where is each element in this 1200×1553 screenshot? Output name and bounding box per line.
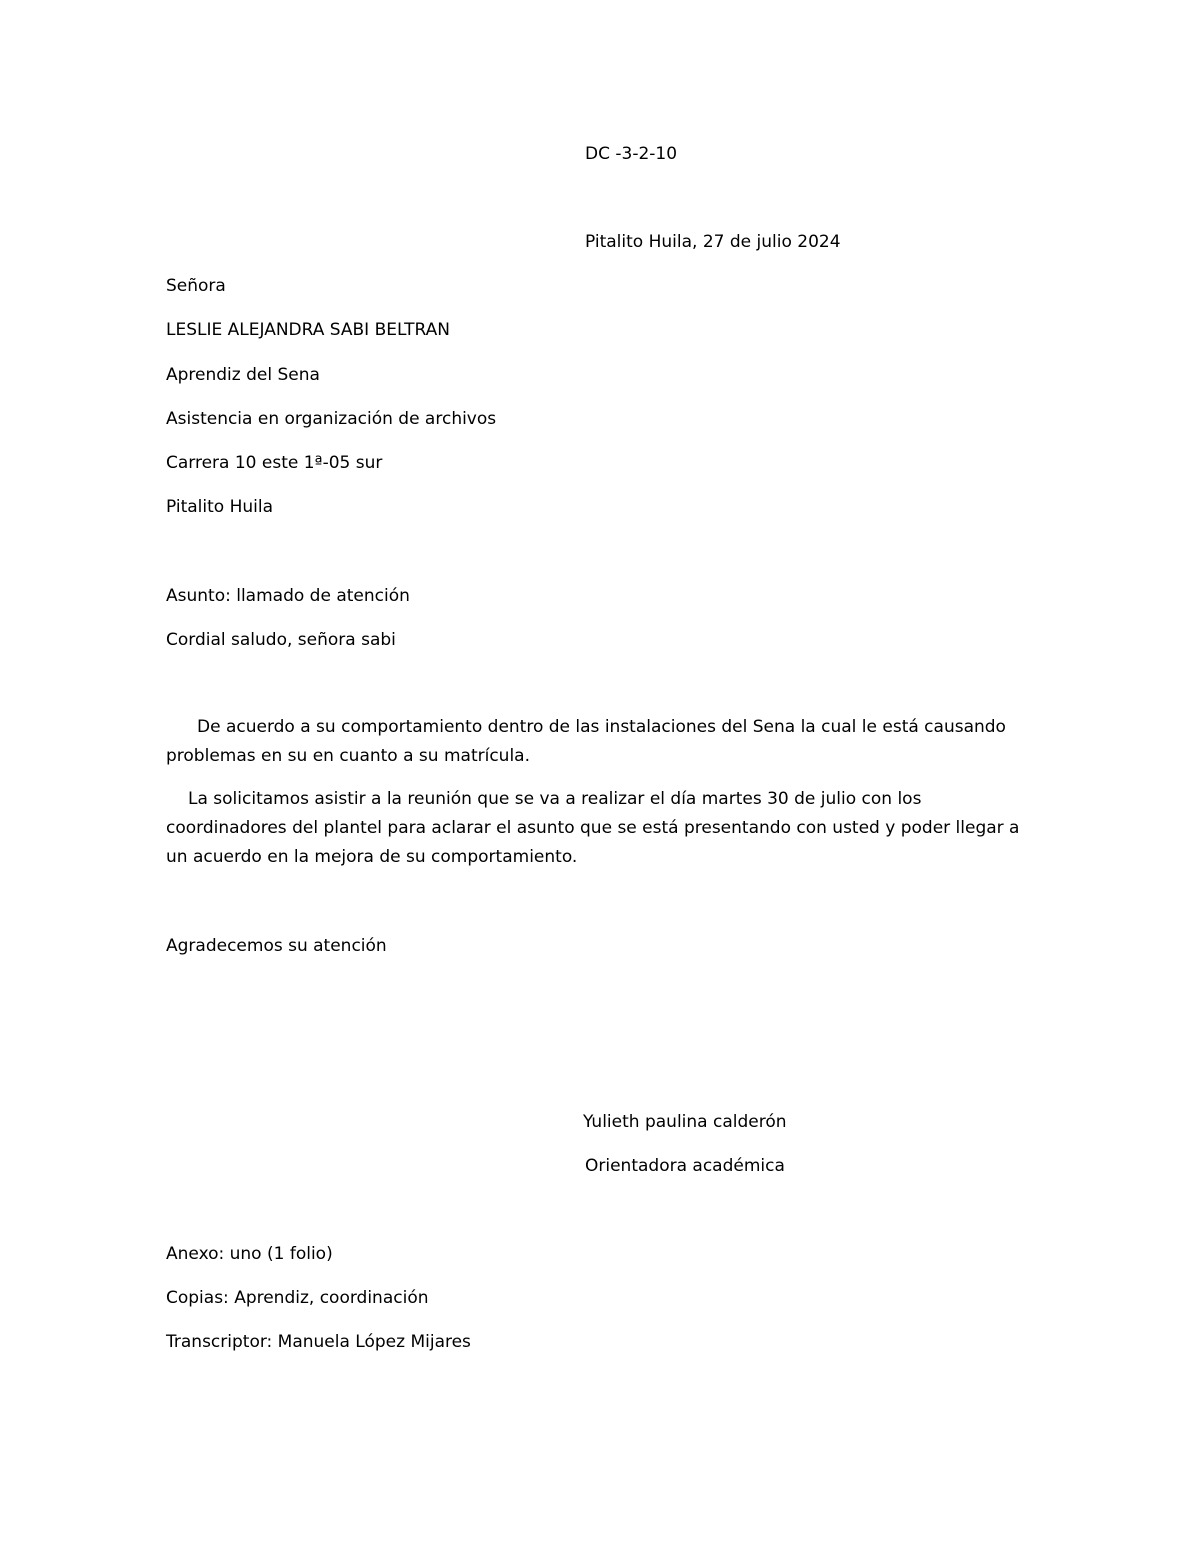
signature-name: Yulieth paulina calderón — [583, 1112, 787, 1132]
signature-title: Orientadora académica — [585, 1156, 785, 1176]
place-date: Pitalito Huila, 27 de julio 2024 — [585, 232, 841, 252]
body-paragraph-2: La solicitamos asistir a la reunión que se va a realizar el día martes 30 de julio con los coordinadores del plantel para aclarar el asunto que se está presentando con usted y poder llegar a un acuerdo en la mejora de su comportamiento. — [166, 789, 1020, 867]
recipient-city: Pitalito Huila — [166, 497, 274, 517]
recipient-name: LESLIE ALEJANDRA SABI BELTRAN — [166, 320, 450, 340]
recipient-role: Aprendiz del Sena — [166, 365, 320, 385]
subject-line: Asunto: llamado de atención — [166, 586, 410, 606]
annex-line: Anexo: uno (1 folio) — [166, 1244, 333, 1264]
transcriber-line: Transcriptor: Manuela López Mijares — [166, 1332, 471, 1352]
reference-code: DC -3-2-10 — [585, 144, 678, 164]
closing: Agradecemos su atención — [166, 936, 387, 956]
body-paragraph-1: De acuerdo a su comportamiento dentro de las instalaciones del Sena la cual le está causando problemas en su en cuanto a su matrícula. — [166, 717, 1006, 766]
recipient-program: Asistencia en organización de archivos — [166, 409, 497, 429]
recipient-salutation-title: Señora — [166, 276, 226, 296]
copies-line: Copias: Aprendiz, coordinación — [166, 1288, 429, 1308]
recipient-address: Carrera 10 este 1ª-05 sur — [166, 453, 383, 473]
greeting: Cordial saludo, señora sabi — [166, 630, 396, 650]
